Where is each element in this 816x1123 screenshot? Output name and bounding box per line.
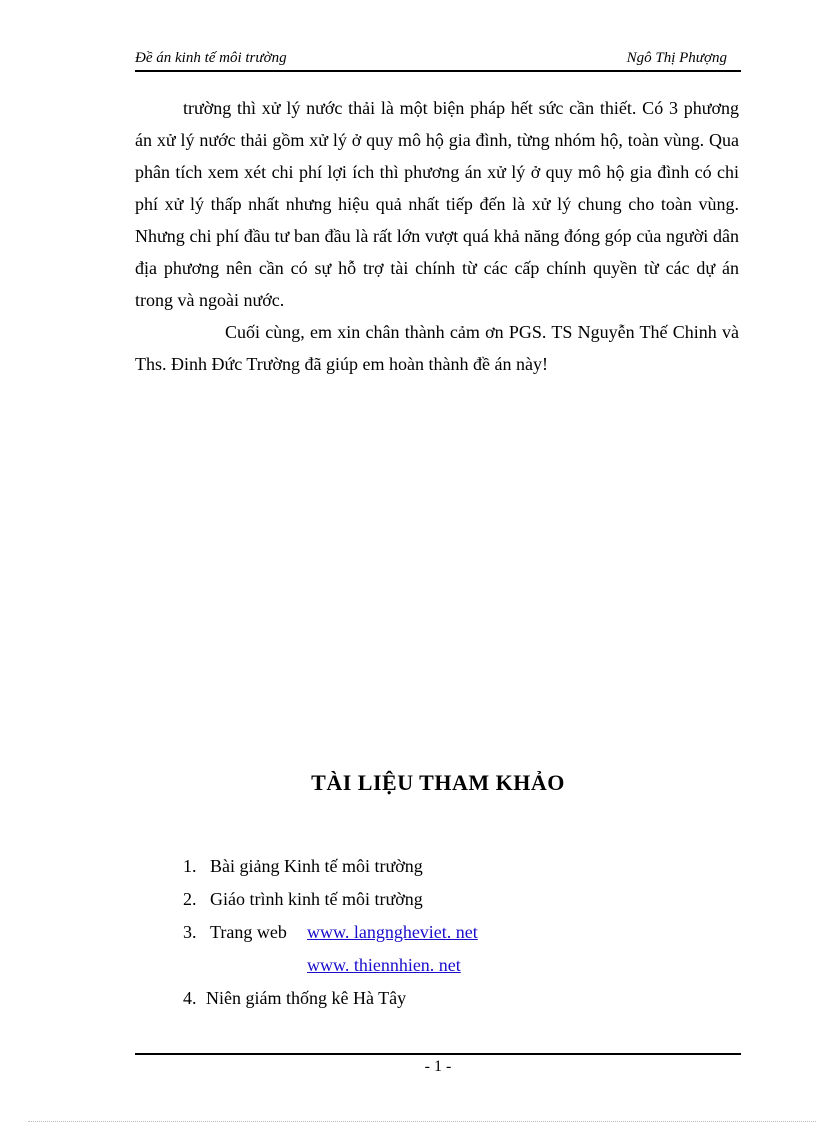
reference-item xyxy=(183,982,703,1015)
document-title: Đề án kinh tế môi trường xyxy=(135,50,287,66)
website-link-thiennhien[interactable]: www. thiennhien. net xyxy=(307,955,461,975)
reference-item-continuation xyxy=(183,949,703,982)
reference-text: Niên giám thống kê Hà Tây xyxy=(206,988,407,1008)
footer-divider xyxy=(135,1053,741,1055)
page-number: - 1 - xyxy=(424,1058,452,1075)
references-list xyxy=(183,850,703,1015)
body-paragraph: trường thì xử lý nước thải là một biện pháp hết sức cần thiết. Có 3 phương án xử lý nước thải gồm xử lý ở quy mô hộ gia đình, từng nhóm hộ, toàn vùng. Qua phân tích xem xét chi phí lợi ích thì phương án xử lý ở quy mô hộ gia đình có chi phí xử lý thấp nhất nhưng hiệu quả nhất tiếp đến là xử lý chung cho toàn vùng. Nhưng chi phí đầu tư ban đầu là rất lớn vượt quá khả năng đóng góp của người dân địa phương nên cần có sự hỗ trợ tài chính từ các cấp chính quyền từ các dự án trong và ngoài nước. xyxy=(135,98,739,310)
reference-number: 3. xyxy=(183,922,197,942)
reference-number: 2. xyxy=(183,889,197,909)
body-text xyxy=(135,92,739,380)
author-name: Ngô Thị Phượng xyxy=(626,50,727,66)
reference-item xyxy=(183,883,703,916)
page-edge-divider xyxy=(28,1121,816,1122)
references-heading: TÀI LIỆU THAM KHẢO xyxy=(311,770,565,795)
page-header xyxy=(135,48,741,72)
website-link-langngheviet[interactable]: www. langngheviet. net xyxy=(307,922,478,942)
acknowledgement-paragraph: Cuối cùng, em xin chân thành cảm ơn PGS. TS Nguyễn Thế Chinh và Ths. Đinh Đức Trường đã giúp em hoàn thành đề án này! xyxy=(135,322,739,374)
reference-item xyxy=(183,916,703,949)
reference-number: 4. xyxy=(183,988,197,1008)
reference-item xyxy=(183,850,703,883)
reference-label: Trang web xyxy=(210,922,287,942)
reference-number: 1. xyxy=(183,856,197,876)
reference-text: Bài giảng Kinh tế môi trường xyxy=(210,856,423,876)
reference-text: Giáo trình kinh tế môi trường xyxy=(210,889,423,909)
